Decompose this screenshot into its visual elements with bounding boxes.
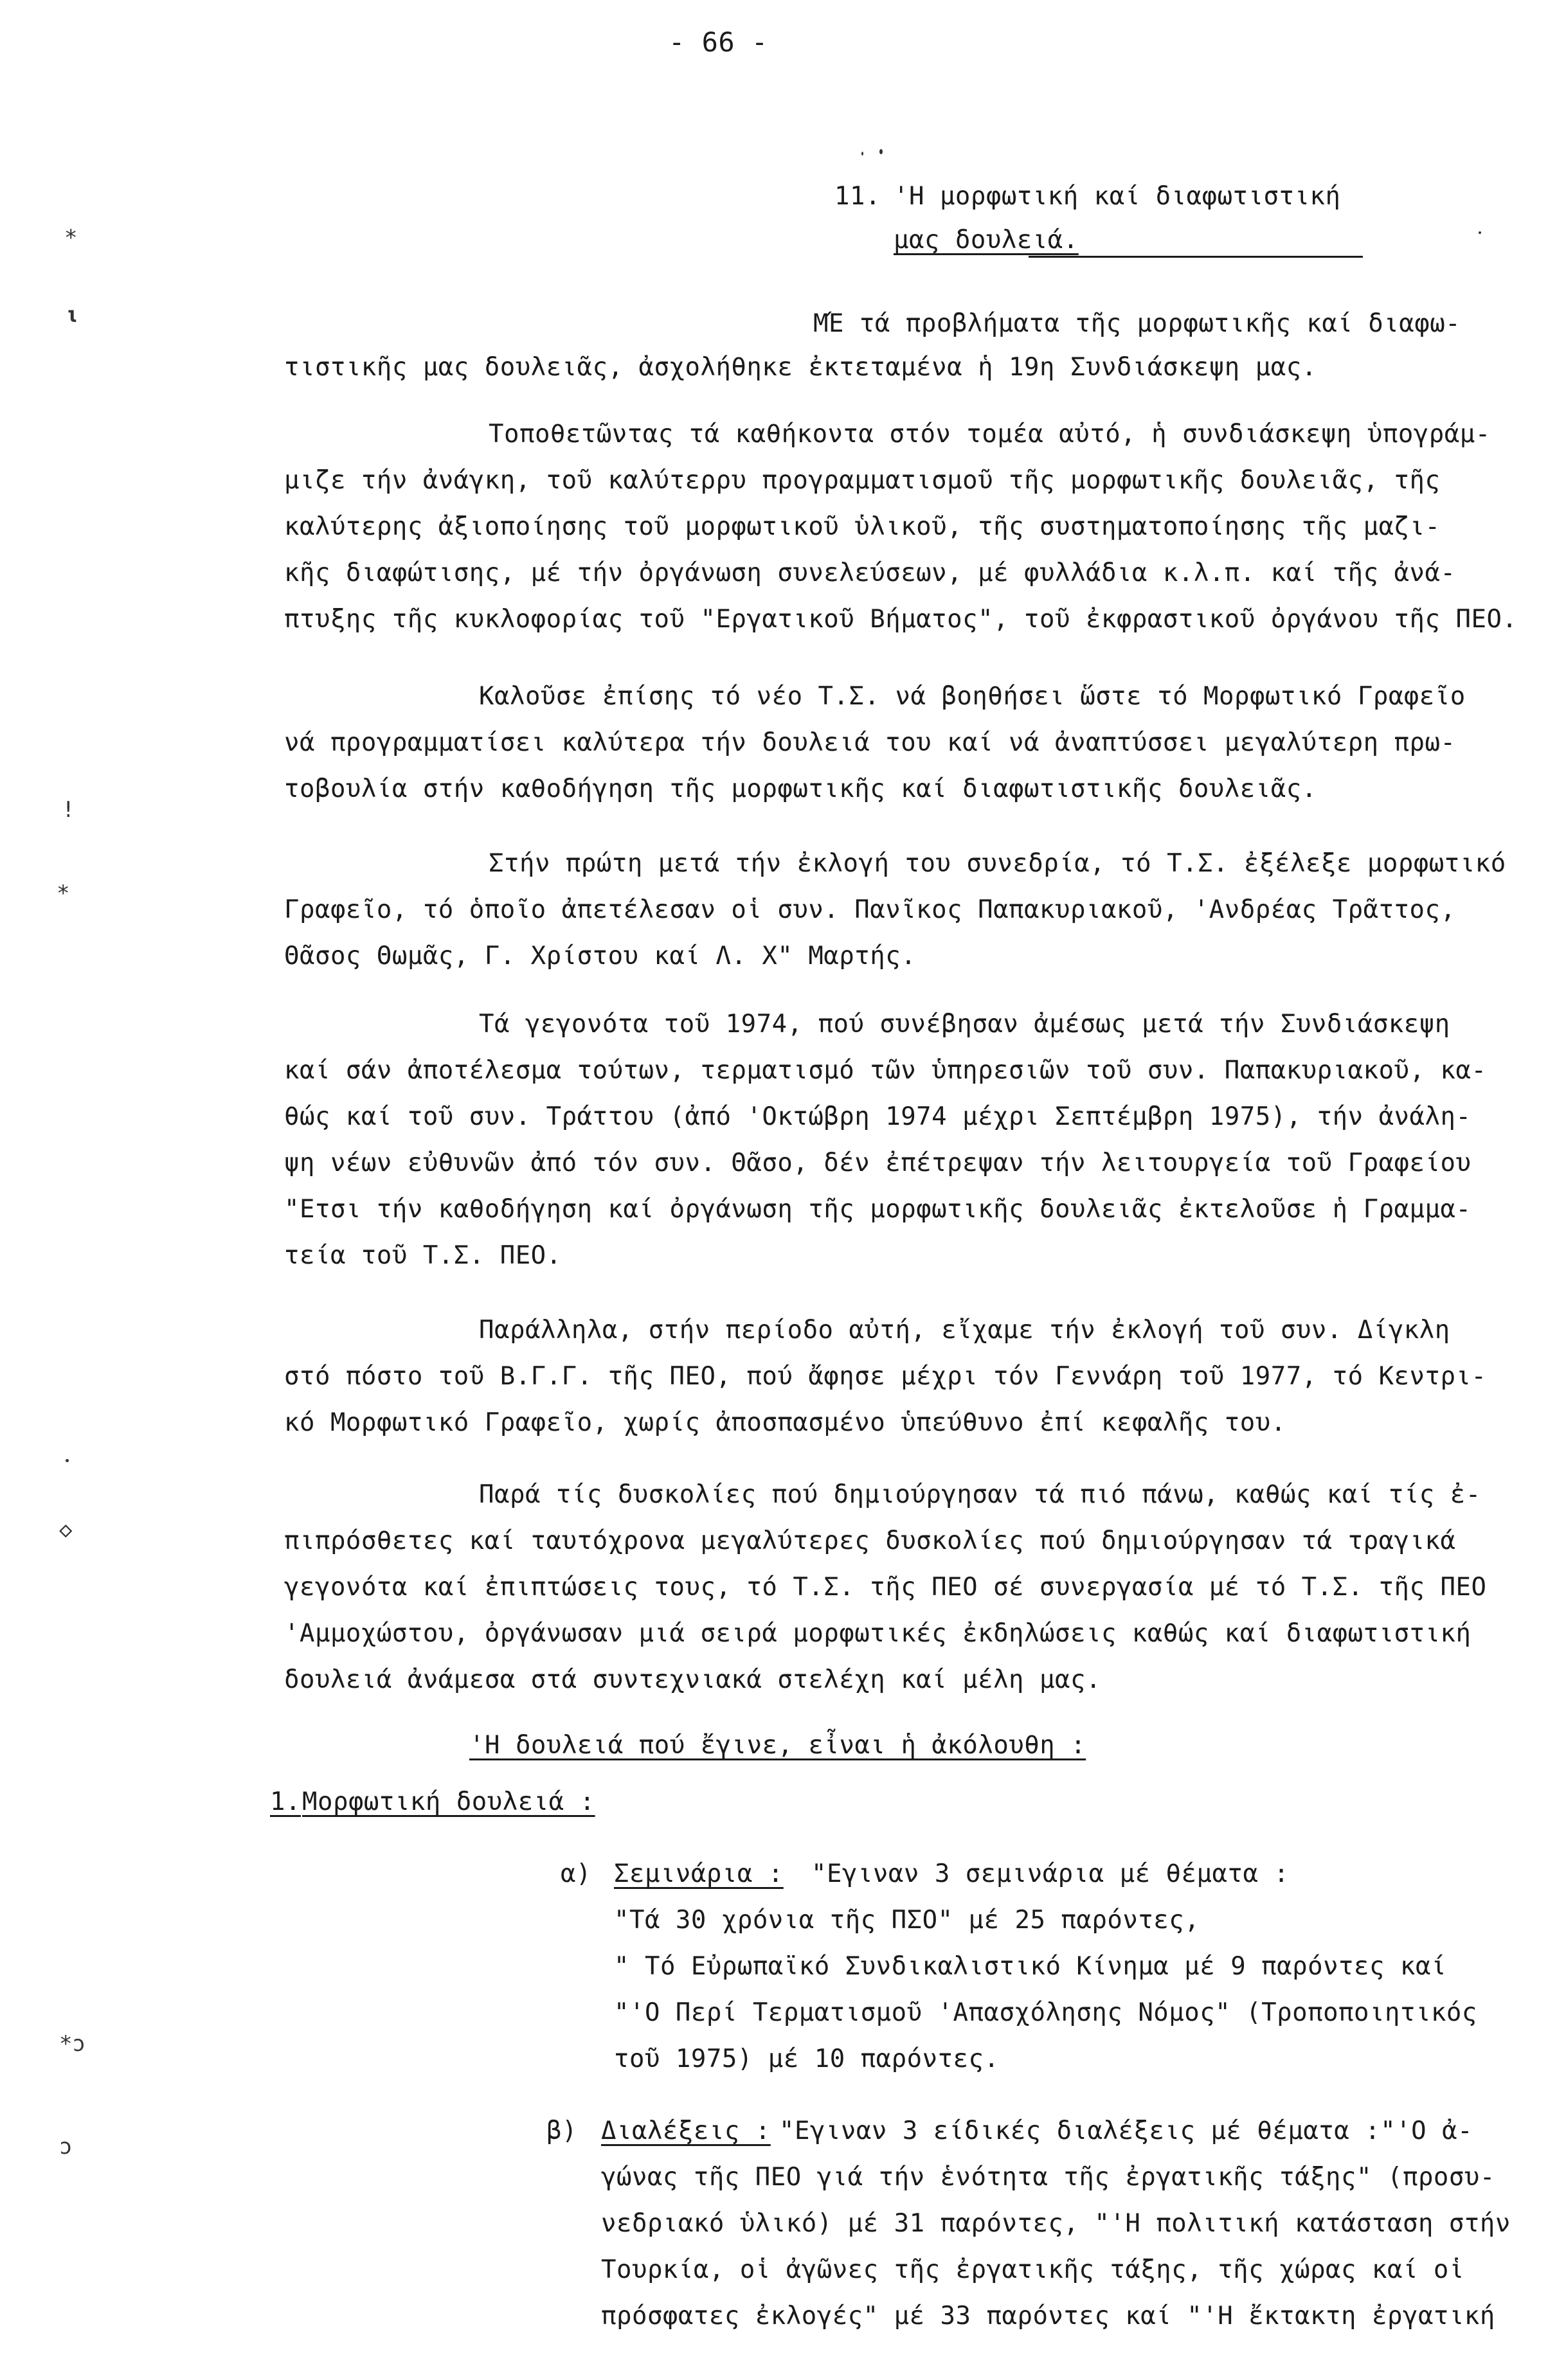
margin-mark: *ɔ <box>59 2031 86 2057</box>
paragraph-6-line-3: κό Μορφωτικό Γραφεῖο, χωρίς ἀποσπασμένο ὑπεύθυνο ἐπί κεφαλῆς του. <box>284 1408 1286 1437</box>
paragraph-5-line-2: καί σάν ἀποτέλεσμα τούτων, τερματισμό τῶν ὑπηρεσιῶν τοῦ συν. Παπακυριακοῦ, κα- <box>284 1056 1487 1085</box>
paragraph-2-line-5: πτυξης τῆς κυκλοφορίας τοῦ "Εργατικοῦ Βήματος", τοῦ ἐκφραστικοῦ ὀργάνου τῆς ΠΕΟ. <box>284 605 1518 634</box>
paragraph-2-line-4: κῆς διαφώτισης, μέ τήν ὀργάνωση συνελεύσεων, μέ φυλλάδια κ.λ.π. καί τῆς ἀνά- <box>284 559 1456 587</box>
paragraph-4-line-2: Γραφεῖο, τό ὁποῖο ἀπετέλεσαν οἱ συν. Πανῖκος Παπακυριακοῦ, 'Ανδρέας Τρᾶττος, <box>284 895 1456 924</box>
paragraph-7-line-1: Παρά τίς δυσκολίες πού δημιούργησαν τά πιό πάνω, καθώς καί τίς ἐ- <box>479 1480 1481 1509</box>
item-b-line-3: νεδριακό ὑλικό) μέ 31 παρόντες, "'Η πολιτική κατάσταση στήν <box>601 2209 1511 2238</box>
item-a-line-5: τοῦ 1975) μέ 10 παρόντες. <box>614 2044 1000 2073</box>
paragraph-5-line-4: ψη νέων εὐθυνῶν ἀπό τόν συν. Θᾶσο, δέν ἐπέτρεψαν τήν λειτουργεία τοῦ Γραφείου <box>284 1149 1472 1177</box>
subsection-number: 1. <box>270 1787 301 1816</box>
paragraph-1-line-1: ΜΈ τά προβλήματα τῆς μορφωτικῆς καί διαφω- <box>813 309 1461 338</box>
paragraph-6-line-1: Παράλληλα, στήν περίοδο αὐτή, εἴχαμε τήν ἐκλογή τοῦ συν. Δίγκλη <box>479 1316 1450 1345</box>
heading-rule <box>1029 256 1363 258</box>
paragraph-3-line-2: νά προγραμματίσει καλύτερα τήν δουλειά του καί νά ἀναπτύσσει μεγαλύτερη πρω- <box>284 728 1456 757</box>
paragraph-3-line-1: Καλοῦσε ἐπίσης τό νέο Τ.Σ. νά βοηθήσει ὥστε τό Μορφωτικό Γραφεῖο <box>479 682 1466 711</box>
paragraph-1-line-2: τιστικῆς μας δουλειᾶς, ἀσχολήθηκε ἐκτεταμένα ἡ 19η Συνδιάσκεψη μας. <box>284 353 1317 382</box>
margin-mark: ɔ <box>59 2134 73 2160</box>
paragraph-7-line-5: δουλειά ἀνάμεσα στά συντεχνιακά στελέχη καί μέλη μας. <box>284 1665 1101 1694</box>
work-heading: 'Η δουλειά πού ἔγινε, εἶναι ἡ ἀκόλουθη : <box>469 1731 1086 1760</box>
page-number: - 66 - <box>669 26 768 58</box>
scan-speck <box>66 1459 69 1462</box>
margin-mark: * <box>64 225 78 251</box>
item-b-line-1: "Εγιναν 3 είδικές διαλέξεις μέ θέματα :"'Ο ἀ- <box>779 2116 1473 2145</box>
item-b-line-2: γώνας τῆς ΠΕΟ γιά τήν ἑνότητα τῆς ἐργατικῆς τάξης" (προσυ- <box>601 2163 1495 2192</box>
margin-mark: ι <box>66 302 79 328</box>
paragraph-5-line-5: "Ετσι τήν καθοδήγηση καί ὀργάνωση τῆς μορφωτικῆς δουλειᾶς ἐκτελοῦσε ἡ Γραμμα- <box>284 1195 1472 1224</box>
scan-speck <box>879 149 883 154</box>
item-a-line-1: "Εγιναν 3 σεμινάρια μέ θέματα : <box>811 1859 1290 1888</box>
section-heading-line2: μας δουλειά. <box>894 226 1079 255</box>
item-a-line-4: "'Ο Περί Τερματισμοῦ 'Απασχόλησης Νόμος" (Τροποποιητικός <box>614 1998 1477 2027</box>
scan-speck <box>1479 231 1481 234</box>
paragraph-7-line-4: 'Αμμοχώστου, ὀργάνωσαν μιά σειρά μορφωτικές ἐκδηλώσεις καθώς καί διαφωτιστική <box>284 1619 1472 1648</box>
paragraph-3-line-3: τοβουλία στήν καθοδήγηση τῆς μορφωτικῆς καί διαφωτιστικῆς δουλειᾶς. <box>284 774 1317 803</box>
paragraph-5-line-1: Τά γεγονότα τοῦ 1974, πού συνέβησαν ἀμέσως μετά τήν Συνδιάσκεψη <box>479 1010 1450 1039</box>
margin-mark: ! <box>62 797 75 823</box>
section-number: 11. <box>834 182 881 211</box>
margin-mark: * <box>57 881 70 906</box>
section-heading-line1: 'Η μορφωτική καί διαφωτιστική <box>894 182 1341 211</box>
paragraph-7-line-3: γεγονότα καί ἐπιπτώσεις τους, τό Τ.Σ. τῆς ΠΕΟ σέ συνεργασία μέ τό Τ.Σ. τῆς ΠΕΟ <box>284 1573 1487 1602</box>
item-b-title: Διαλέξεις : <box>601 2116 771 2145</box>
paragraph-2-line-1: Τοποθετῶντας τά καθήκοντα στόν τομέα αὐτό, ἡ συνδιάσκεψη ὑπογράμ- <box>489 420 1491 449</box>
item-b-line-5: πρόσφατες ἐκλογές" μέ 33 παρόντες καί "'Η ἔκτακτη ἐργατική <box>601 2302 1495 2331</box>
paragraph-6-line-2: στό πόστο τοῦ Β.Γ.Γ. τῆς ΠΕΟ, πού ἄφησε μέχρι τόν Γεννάρη τοῦ 1977, τό Κεντρι- <box>284 1362 1487 1391</box>
paragraph-5-line-6: τεία τοῦ Τ.Σ. ΠΕΟ. <box>284 1241 562 1270</box>
item-a-marker: α) <box>561 1859 591 1888</box>
paragraph-7-line-2: πιπρόσθετες καί ταυτόχρονα μεγαλύτερες δυσκολίες πού δημιούργησαν τά τραγικά <box>284 1526 1456 1555</box>
item-a-title: Σεμινάρια : <box>614 1859 784 1888</box>
item-a-line-3: " Τό Εὐρωπαϊκό Συνδικαλιστικό Κίνημα μέ 9 παρόντες καί <box>614 1952 1446 1981</box>
paragraph-4-line-3: Θᾶσος Θωμᾶς, Γ. Χρίστου καί Λ. Χ" Μαρτής. <box>284 942 917 971</box>
scan-speck <box>861 152 863 156</box>
item-b-marker: β) <box>546 2116 577 2145</box>
subsection-title: Μορφωτική δουλειά : <box>302 1787 595 1816</box>
paragraph-2-line-2: μιζε τήν ἀνάγκη, τοῦ καλύτερρυ προγραμματισμοῦ τῆς μορφωτικῆς δουλειᾶς, τῆς <box>284 466 1441 495</box>
item-a-line-2: "Τά 30 χρόνια τῆς ΠΣΟ" μέ 25 παρόντες, <box>614 1906 1200 1935</box>
paragraph-2-line-3: καλύτερης ἀξιοποίησης τοῦ μορφωτικοῦ ὑλικοῦ, τῆς συστηματοποίησης τῆς μαζι- <box>284 512 1441 541</box>
paragraph-5-line-3: θώς καί τοῦ συν. Τράττου (ἀπό 'Οκτώβρη 1974 μέχρι Σεπτέμβρη 1975), τήν ἀνάλη- <box>284 1102 1472 1131</box>
paragraph-4-line-1: Στήν πρώτη μετά τήν ἐκλογή του συνεδρία, τό Τ.Σ. ἐξέλεξε μορφωτικό <box>489 849 1506 878</box>
margin-mark: ◇ <box>59 1517 73 1543</box>
item-b-line-4: Τουρκία, οἱ ἀγῶνες τῆς ἐργατικῆς τάξης, τῆς χώρας καί οἱ <box>601 2255 1464 2284</box>
